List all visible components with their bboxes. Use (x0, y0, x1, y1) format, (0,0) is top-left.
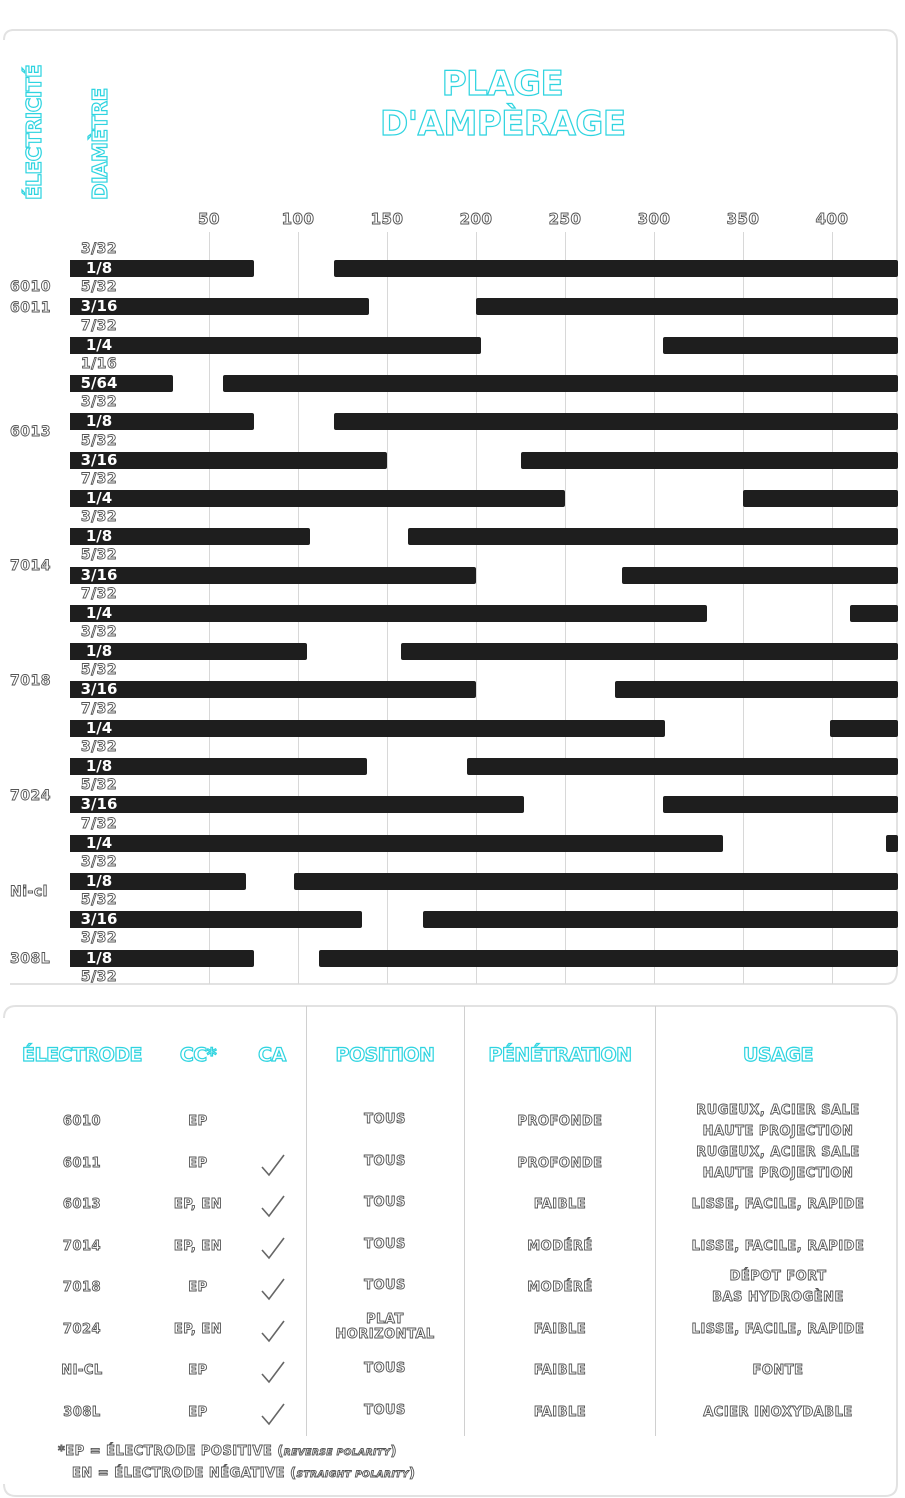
penetration-cell: PROFONDE (517, 1156, 603, 1171)
cc-cell: EP (188, 1114, 208, 1129)
diameter-label: 3/32 (80, 930, 118, 947)
amperage-bar-low (126, 950, 254, 967)
divider-3 (655, 1006, 656, 1436)
electrode-group-label: 6013 (10, 424, 51, 440)
diameter-label: 3/16 (80, 297, 118, 316)
amperage-bar-low (126, 413, 254, 430)
diameter-label: 5/32 (80, 892, 118, 909)
electrode-cell: NI-CL (61, 1363, 103, 1378)
diameter-label: 7/32 (80, 585, 118, 602)
position-cell: TOUS (364, 1403, 406, 1418)
diameter-label: 1/4 (85, 335, 113, 354)
diameter-label: 3/16 (80, 450, 118, 469)
amperage-bar-low (126, 375, 173, 392)
diameter-label: 3/16 (80, 795, 118, 814)
diameter-label: 5/32 (80, 968, 118, 985)
checkmark-icon (260, 1152, 286, 1178)
amperage-bar-low (126, 337, 481, 354)
amperage-bar-high (663, 337, 898, 354)
amperage-bar-high (663, 796, 898, 813)
penetration-cell: FAIBLE (533, 1322, 587, 1337)
amperage-bar-high (743, 490, 898, 507)
electrode-group-label: Ni-cl (10, 883, 48, 900)
amperage-bar-low (126, 758, 367, 775)
diameter-label: 5/32 (80, 279, 118, 296)
chart-title-line2: D'AMPÈRAGE (380, 104, 626, 144)
diameter-label: 1/4 (85, 488, 113, 507)
tick-label: 300 (637, 210, 671, 228)
amperage-bar-high (476, 298, 898, 315)
diameter-label: 1/4 (85, 718, 113, 737)
amperage-bar-low (126, 911, 362, 928)
usage-cell: LISSE, FACILE, RAPIDE (691, 1322, 865, 1337)
electrode-cell: 308L (63, 1405, 101, 1420)
amperage-bar-high (319, 950, 898, 967)
diameter-label: 1/8 (85, 757, 113, 776)
electrode-group-label: 7018 (10, 672, 51, 689)
tick-label: 150 (370, 210, 404, 228)
diameter-label: 3/16 (80, 910, 118, 929)
usage-cell-line1: RUGEUX, ACIER SALE (696, 1103, 860, 1118)
amperage-bar-low (126, 490, 565, 507)
cc-cell: EP, EN (173, 1239, 223, 1254)
electrode-group-label: 6010 6011 (10, 279, 51, 317)
amperage-bar-high (886, 835, 898, 852)
usage-cell: LISSE, FACILE, RAPIDE (691, 1197, 865, 1212)
amperage-bar-low (126, 873, 246, 890)
usage-cell-line1: RUGEUX, ACIER SALE (696, 1145, 860, 1160)
cc-cell: EP, EN (173, 1322, 223, 1337)
diameter-label: 1/8 (85, 259, 113, 278)
diameter-label: 1/4 (85, 833, 113, 852)
diameter-label: 3/16 (80, 565, 118, 584)
amperage-bar-high (467, 758, 898, 775)
usage-cell-line2: HAUTE PROJECTION (702, 1124, 854, 1139)
amperage-bar-low (126, 681, 476, 698)
tick-label: 350 (726, 210, 760, 228)
electrode-cell: 7018 (62, 1280, 102, 1295)
amperage-bar-high (294, 873, 898, 890)
diameter-label: 7/32 (80, 815, 118, 832)
tick-label: 200 (459, 210, 493, 228)
diameter-label: 7/32 (80, 700, 118, 717)
electrode-cell: 6010 (62, 1114, 102, 1129)
cc-cell: EP, EN (173, 1197, 223, 1212)
diameter-label: 3/32 (80, 241, 118, 257)
amperage-bar-low (126, 835, 723, 852)
diameter-label: 3/32 (80, 509, 118, 526)
diameter-label: 5/32 (80, 432, 118, 449)
amperage-bar-high (223, 375, 898, 392)
amperage-bar-low (126, 298, 369, 315)
position-cell: PLAT HORIZONTAL (335, 1312, 435, 1342)
diameter-label: 1/8 (85, 412, 113, 431)
diameter-label: 3/16 (80, 680, 118, 699)
amperage-bar-low (126, 796, 524, 813)
col-header-ca: CA (258, 1044, 286, 1066)
diameter-label: 3/32 (80, 853, 118, 870)
diameter-label: 5/32 (80, 547, 118, 564)
checkmark-icon (260, 1276, 286, 1302)
amperage-bar-low (126, 643, 307, 660)
usage-cell-line2: HAUTE PROJECTION (702, 1166, 854, 1181)
amperage-bar-low (126, 720, 665, 737)
amperage-bar-high (830, 720, 898, 737)
footnote-ep: *EP = ÉLECTRODE POSITIVE (REVERSE POLARITY) (58, 1444, 397, 1459)
amperage-bar-high (401, 643, 898, 660)
diameter-label: 1/8 (85, 948, 113, 967)
electrode-cell: 6011 (62, 1156, 102, 1171)
tick-label: 50 (198, 210, 220, 228)
chart-title-line1: PLAGE (441, 64, 564, 104)
position-cell: TOUS (364, 1195, 406, 1210)
amperage-bar-high (334, 413, 898, 430)
penetration-cell: PROFONDE (517, 1114, 603, 1129)
usage-cell: FONTE (752, 1363, 804, 1378)
footnote-en: EN = ÉLECTRODE NÉGATIVE (STRAIGHT POLARITY) (72, 1466, 416, 1481)
diameter-label: 3/32 (80, 738, 118, 755)
penetration-cell: MODÉRÉ (527, 1280, 593, 1295)
electrode-group-label: 308L (10, 950, 51, 967)
checkmark-icon (260, 1359, 286, 1385)
diametre-heading: DIAMÈTRE (88, 88, 112, 200)
cc-cell: EP (188, 1405, 208, 1420)
penetration-cell: FAIBLE (533, 1363, 587, 1378)
checkmark-icon (260, 1401, 286, 1427)
diameter-label: 3/32 (80, 624, 118, 640)
amperage-bar-high (334, 260, 898, 277)
divider-1 (306, 1006, 307, 1436)
tick-label: 250 (548, 210, 582, 228)
diameter-label: 1/8 (85, 527, 113, 546)
col-header-cc: CC* (179, 1044, 217, 1066)
diameter-label: 5/32 (80, 777, 118, 794)
amperage-bar-high (615, 681, 898, 698)
col-header-usage: USAGE (743, 1044, 813, 1066)
cc-cell: EP (188, 1156, 208, 1171)
usage-cell: LISSE, FACILE, RAPIDE (691, 1239, 865, 1254)
diameter-label: 5/64 (80, 374, 118, 393)
amperage-bar-high (408, 528, 898, 545)
chart-title (380, 64, 625, 144)
col-header-position: POSITION (335, 1044, 435, 1066)
tick-label: 400 (815, 210, 849, 228)
divider-2 (464, 1006, 465, 1436)
amperage-bar-low (126, 605, 707, 622)
checkmark-icon (260, 1318, 286, 1344)
position-cell: TOUS (364, 1278, 406, 1293)
checkmark-icon (260, 1193, 286, 1219)
electrode-cell: 7024 (62, 1322, 102, 1337)
diameter-label: 7/32 (80, 470, 118, 487)
position-cell: TOUS (364, 1112, 406, 1127)
penetration-cell: FAIBLE (533, 1405, 587, 1420)
usage-cell: ACIER INOXYDABLE (703, 1405, 853, 1420)
tick-label: 100 (281, 210, 315, 228)
usage-cell-line2: BAS HYDROGÈNE (712, 1290, 844, 1305)
checkmark-icon (260, 1235, 286, 1261)
diameter-label: 3/32 (80, 394, 118, 411)
diameter-label: 5/32 (80, 662, 118, 679)
usage-cell-line1: DÉPOT FORT (729, 1269, 827, 1284)
amperage-bar-low (126, 260, 254, 277)
electrode-group-label: 7024 (10, 787, 51, 804)
diameter-label: 7/32 (80, 317, 118, 334)
amperage-bar-high (622, 567, 898, 584)
electrode-cell: 7014 (62, 1239, 102, 1254)
electricite-heading: ÉLECTRICITÉ (22, 64, 46, 200)
diameter-label: 1/16 (80, 355, 118, 372)
amperage-bar-high (850, 605, 898, 622)
diameter-label: 1/8 (85, 871, 113, 890)
electrode-group-label: 7014 (10, 558, 51, 575)
col-header-penetration: PÉNÉTRATION (488, 1044, 632, 1066)
col-header-electrode: ÉLECTRODE (21, 1044, 142, 1066)
penetration-cell: MODÉRÉ (527, 1239, 593, 1254)
diameter-label: 1/4 (85, 603, 113, 622)
cc-cell: EP (188, 1363, 208, 1378)
position-cell: TOUS (364, 1237, 406, 1252)
amperage-bar-high (423, 911, 898, 928)
amperage-bar-high (521, 452, 899, 469)
diameter-label: 1/8 (85, 642, 113, 661)
cc-cell: EP (188, 1280, 208, 1295)
position-cell: TOUS (364, 1361, 406, 1376)
penetration-cell: FAIBLE (533, 1197, 587, 1212)
position-cell: TOUS (364, 1154, 406, 1169)
electrode-cell: 6013 (62, 1197, 102, 1212)
amperage-bar-low (126, 452, 387, 469)
amperage-bar-low (126, 528, 310, 545)
amperage-bar-low (126, 567, 476, 584)
